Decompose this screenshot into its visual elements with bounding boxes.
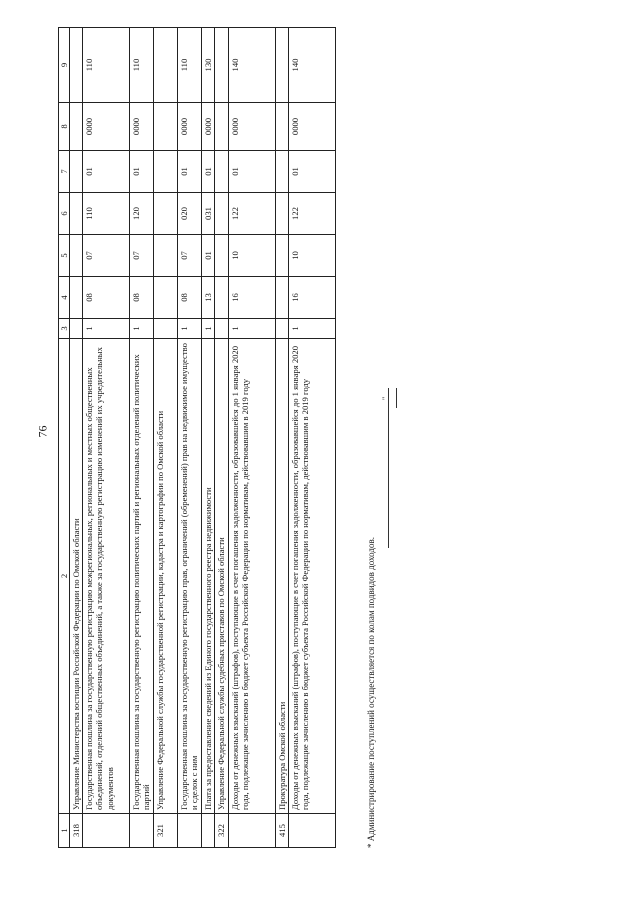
col-header-1: 1: [59, 814, 70, 848]
code-cell: [70, 151, 83, 193]
admin-code: [130, 814, 154, 848]
code-cell: 01: [130, 151, 154, 193]
code-cell: 031: [202, 193, 215, 235]
code-cell: 07: [83, 235, 130, 277]
code-cell: 01: [288, 151, 335, 193]
code-cell: [215, 193, 228, 235]
code-cell: 10: [228, 235, 275, 277]
code-cell: [215, 28, 228, 103]
code-cell: [154, 103, 178, 151]
code-cell: 0000: [178, 103, 202, 151]
code-cell: [154, 28, 178, 103]
col-header-8: 8: [59, 103, 70, 151]
code-cell: 01: [83, 151, 130, 193]
table-row: [288, 28, 335, 848]
code-cell: 110: [83, 28, 130, 103]
revenue-description: Государственная пошлина за государственную регистрацию прав, ограничений (обременений) прав на недвижимое имущество и сделок с ним: [178, 339, 202, 814]
col-header-3: 3: [59, 319, 70, 339]
table-row: [228, 28, 275, 848]
code-cell: 1: [83, 319, 130, 339]
code-cell: [70, 103, 83, 151]
agency-name: Управление Министерства юстиции Российской Федерации по Омской области: [70, 339, 83, 814]
code-cell: [215, 319, 228, 339]
closing-rule-short: [396, 388, 397, 408]
admin-code: 415: [275, 814, 288, 848]
code-cell: 110: [178, 28, 202, 103]
admin-code: 321: [154, 814, 178, 848]
code-cell: [70, 193, 83, 235]
code-cell: [275, 103, 288, 151]
code-cell: 13: [202, 277, 215, 319]
code-cell: 0000: [130, 103, 154, 151]
code-cell: 110: [130, 28, 154, 103]
revenue-codes-table: [58, 27, 336, 848]
col-header-9: 9: [59, 28, 70, 103]
agency-name: Прокуратура Омской области: [275, 339, 288, 814]
code-cell: [154, 193, 178, 235]
code-cell: [275, 277, 288, 319]
code-cell: 140: [228, 28, 275, 103]
table-row: [215, 28, 228, 848]
rotated-page-content: [58, 28, 390, 848]
code-cell: [275, 319, 288, 339]
admin-code: [178, 814, 202, 848]
code-cell: 08: [178, 277, 202, 319]
end-mark: ": [381, 396, 390, 400]
admin-code: [288, 814, 335, 848]
code-cell: 0000: [228, 103, 275, 151]
code-cell: 1: [130, 319, 154, 339]
code-cell: 1: [288, 319, 335, 339]
code-cell: [275, 193, 288, 235]
table-row: [83, 28, 130, 848]
code-cell: 08: [130, 277, 154, 319]
revenue-description: Доходы от денежных взысканий (штрафов), поступающие в счет погашения задолженности, образовавшейся до 1 января 2020 года, подлежащие зачислению в бюджет субъекта Российской Федерации по нормативам, действовавшим в 2019 году: [228, 339, 275, 814]
code-cell: 122: [228, 193, 275, 235]
agency-name: Управление Федеральной службы государственной регистрации, кадастра и картографии по Омской области: [154, 339, 178, 814]
code-cell: [154, 319, 178, 339]
code-cell: [154, 235, 178, 277]
code-cell: 0000: [288, 103, 335, 151]
code-cell: [70, 235, 83, 277]
code-cell: 08: [83, 277, 130, 319]
table-row: [70, 28, 83, 848]
col-header-6: 6: [59, 193, 70, 235]
code-cell: 07: [130, 235, 154, 277]
code-cell: 120: [130, 193, 154, 235]
code-cell: [154, 277, 178, 319]
code-cell: 140: [288, 28, 335, 103]
closing-rule: [388, 388, 389, 548]
code-cell: [215, 277, 228, 319]
code-cell: 01: [228, 151, 275, 193]
col-header-2: 2: [59, 339, 70, 814]
footnote: * Администрирование поступлений осуществляется по колам подвидов доходов.: [366, 537, 376, 848]
revenue-description: Плата за предоставление сведений из Единого государственного реестра недвижимости: [202, 339, 215, 814]
page-number: 76: [35, 425, 50, 438]
code-cell: [70, 277, 83, 319]
code-cell: 01: [202, 235, 215, 277]
code-cell: 110: [83, 193, 130, 235]
admin-code: [83, 814, 130, 848]
code-cell: 1: [202, 319, 215, 339]
code-cell: [215, 235, 228, 277]
admin-code: 322: [215, 814, 228, 848]
code-cell: [275, 151, 288, 193]
code-cell: 01: [202, 151, 215, 193]
revenue-description: Доходы от денежных взысканий (штрафов), поступающие в счет погашения задолженности, образовавшейся до 1 января 2020 года, подлежащие зачислению в бюджет субъекта Российской Федерации по нормативам, действовавшим в 2019 году: [288, 339, 335, 814]
table-header-row: [59, 28, 70, 848]
code-cell: 130: [202, 28, 215, 103]
code-cell: 1: [178, 319, 202, 339]
col-header-5: 5: [59, 235, 70, 277]
admin-code: [202, 814, 215, 848]
code-cell: [275, 28, 288, 103]
code-cell: 07: [178, 235, 202, 277]
revenue-description: Государственная пошлина за государственную регистрацию межрегиональных, региональных и местных общественных объединений, отделений общественных объединений, а также за государственную регистрацию изменений их учредительных документов: [83, 339, 130, 814]
table-row: [130, 28, 154, 848]
code-cell: 10: [288, 235, 335, 277]
code-cell: 020: [178, 193, 202, 235]
col-header-4: 4: [59, 277, 70, 319]
code-cell: [70, 319, 83, 339]
code-cell: 16: [288, 277, 335, 319]
table-row: [275, 28, 288, 848]
agency-name: Управление Федеральной службы судебных приставов по Омской области: [215, 339, 228, 814]
revenue-description: Государственная пошлина за государственную регистрацию политических партий и региональных отделений политических партий: [130, 339, 154, 814]
table-row: [178, 28, 202, 848]
code-cell: [275, 235, 288, 277]
code-cell: [215, 151, 228, 193]
code-cell: 0000: [83, 103, 130, 151]
code-cell: [70, 28, 83, 103]
admin-code: 318: [70, 814, 83, 848]
code-cell: 122: [288, 193, 335, 235]
col-header-7: 7: [59, 151, 70, 193]
code-cell: [154, 151, 178, 193]
code-cell: [215, 103, 228, 151]
code-cell: 0000: [202, 103, 215, 151]
admin-code: [228, 814, 275, 848]
code-cell: 16: [228, 277, 275, 319]
table-row: [154, 28, 178, 848]
table-row: [202, 28, 215, 848]
code-cell: 01: [178, 151, 202, 193]
code-cell: 1: [228, 319, 275, 339]
